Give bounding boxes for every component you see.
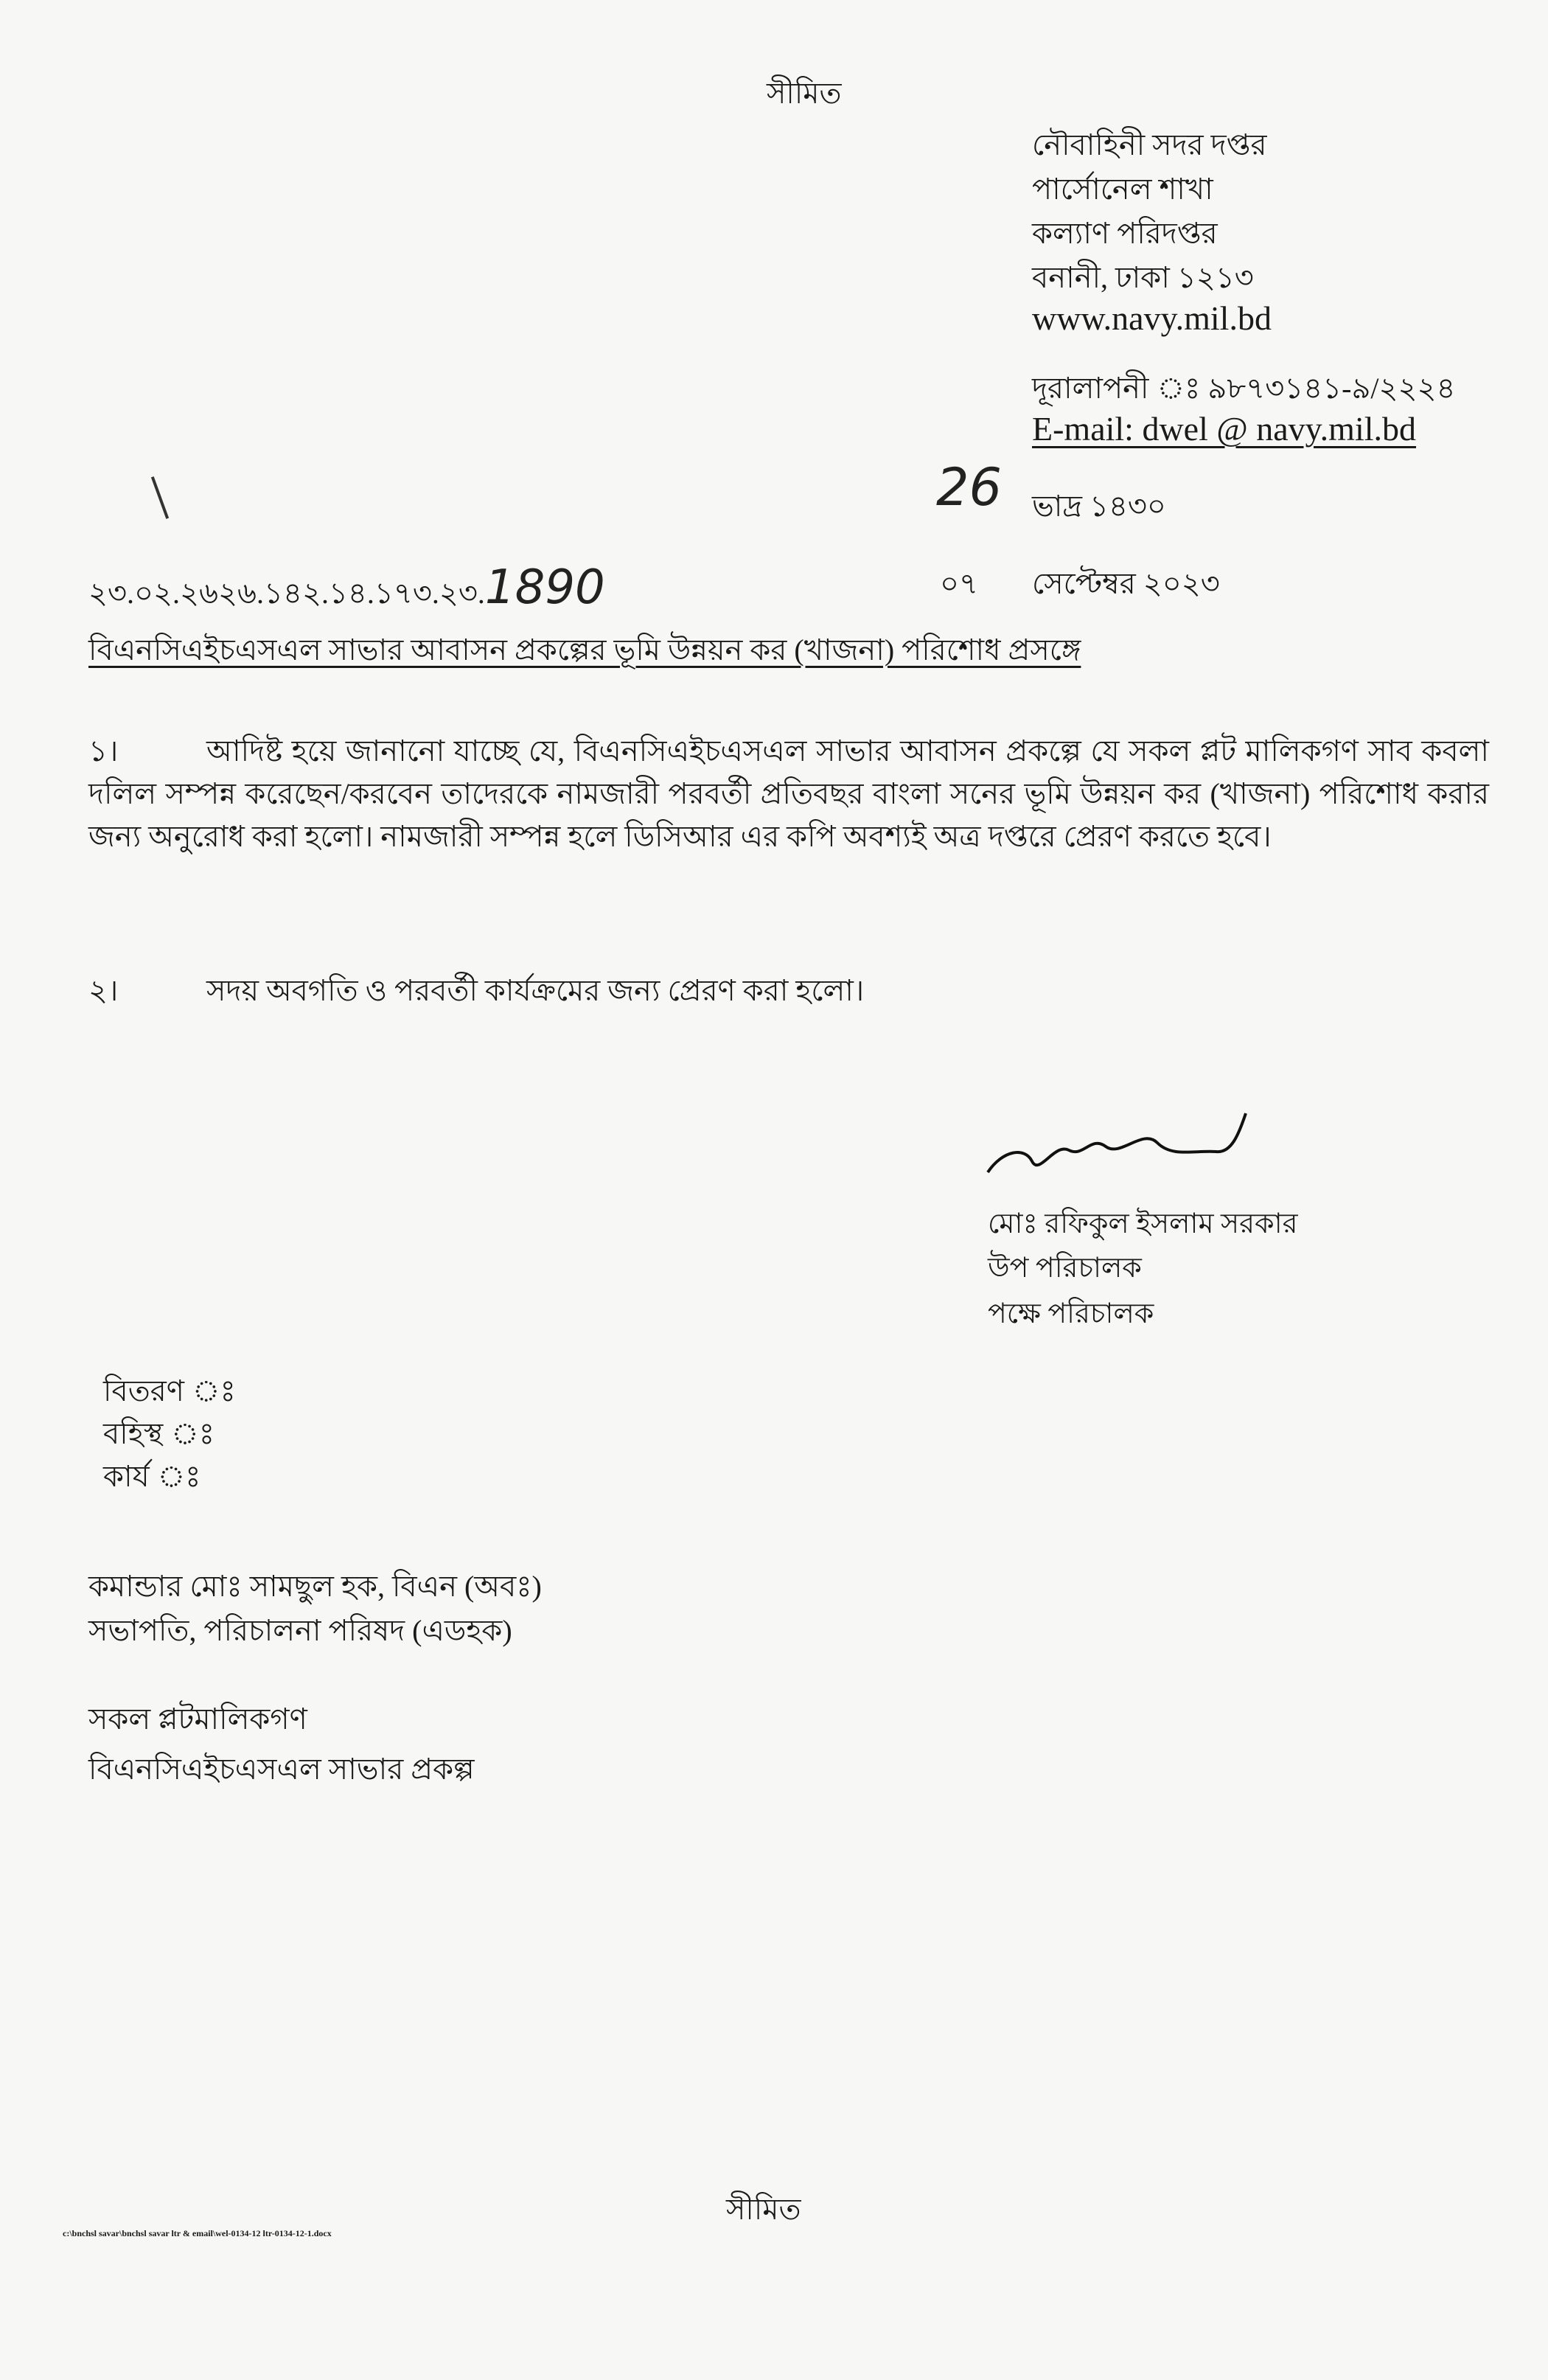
distribution-action: কার্য ঃ <box>103 1460 201 1493</box>
date-month-year: সেপ্টেম্বর ২০২৩ <box>1032 567 1220 600</box>
reference-base: ২৩.০২.২৬২৬.১৪২.১৪.১৭৩.২৩. <box>88 577 485 610</box>
paragraph-number: ২। <box>88 974 119 1007</box>
reference-handwritten: 1890 <box>484 560 605 615</box>
handwritten-bangla-day: 26 <box>936 457 1003 518</box>
subject: বিএনসিএইচএসএল সাভার আবাসন প্রকল্পের ভূমি উন্নয়ন কর (খাজনা) পরিশোধ প্রসঙ্গে <box>88 633 1081 667</box>
footer-file-path: c:\bnchsl savar\bnchsl savar ltr & email\wel-0134-12 ltr-0134-12-1.docx <box>63 2228 332 2238</box>
email: E-mail: dwel @ navy.mil.bd <box>1032 410 1417 448</box>
pen-mark <box>151 476 169 519</box>
classification-bottom: সীমিত <box>726 2193 801 2226</box>
signatory-designation: উপ পরিচালক <box>988 1253 1142 1284</box>
signature-block <box>973 1106 1298 1329</box>
date-day: ০৭ <box>940 567 979 600</box>
signatory-on-behalf: পক্ষে পরিচালক <box>988 1298 1154 1329</box>
website: www.navy.mil.bd <box>1032 299 1272 337</box>
recipient-line: বিএনসিএইচএসএল সাভার প্রকল্প <box>88 1753 475 1786</box>
paragraph-text: আদিষ্ট হয়ে জানানো যাচ্ছে যে, বিএনসিএইচএসএল সাভার আবাসন প্রকল্পে যে সকল প্লট মালিকগণ সাব কবলা দলিল সম্পন্ন করেছেন/করবেন তাদেরকে নামজারী পরবর্তী প্রতিবছর বাংলা সনের ভূমি উন্নয়ন কর (খাজনা) পরিশোধ করার জন্য অনুরোধ করা হলো। নামজারী সম্পন্ন হলে ডিসিআর এর কপি অবশ্যই অত্র দপ্তরে প্রেরণ করতে হবে। <box>88 734 1490 853</box>
distribution-heading: বিতরণ ঃ <box>103 1374 236 1408</box>
reference-number <box>88 560 605 619</box>
address-line: কল্যাণ পরিদপ্তর <box>1032 217 1218 250</box>
paragraph-text: সদয় অবগতি ও পরবর্তী কার্যক্রমের জন্য প্রেরণ করা হলো। <box>206 974 865 1007</box>
recipient-line: কমান্ডার মোঃ সামছুল হক, বিএন (অবঃ) <box>88 1570 542 1603</box>
address-line: নৌবাহিনী সদর দপ্তর <box>1032 128 1267 161</box>
paragraph-1 <box>88 730 1489 858</box>
distribution-external: বহিস্থ ঃ <box>103 1417 215 1450</box>
classification-top: সীমিত <box>767 77 842 110</box>
paragraph-number: ১। <box>88 734 119 768</box>
bangla-month-year: ভাদ্র ১৪৩০ <box>1032 490 1166 523</box>
address-line: পার্সোনেল শাখা <box>1032 173 1213 206</box>
phone: দূরালাপনী ঃ ৯৮৭৩১৪১-৯/২২২৪ <box>1032 372 1456 405</box>
address-line: বনানী, ঢাকা ১২১৩ <box>1032 261 1254 294</box>
recipient-line: সকল প্লটমালিকগণ <box>88 1702 307 1736</box>
recipient-line: সভাপতি, পরিচালনা পরিষদ (এডহক) <box>88 1614 512 1647</box>
signature-image <box>973 1106 1283 1187</box>
paragraph-2 <box>88 970 1489 1012</box>
signatory-name: মোঃ রফিকুল ইসলাম সরকার <box>988 1208 1298 1239</box>
